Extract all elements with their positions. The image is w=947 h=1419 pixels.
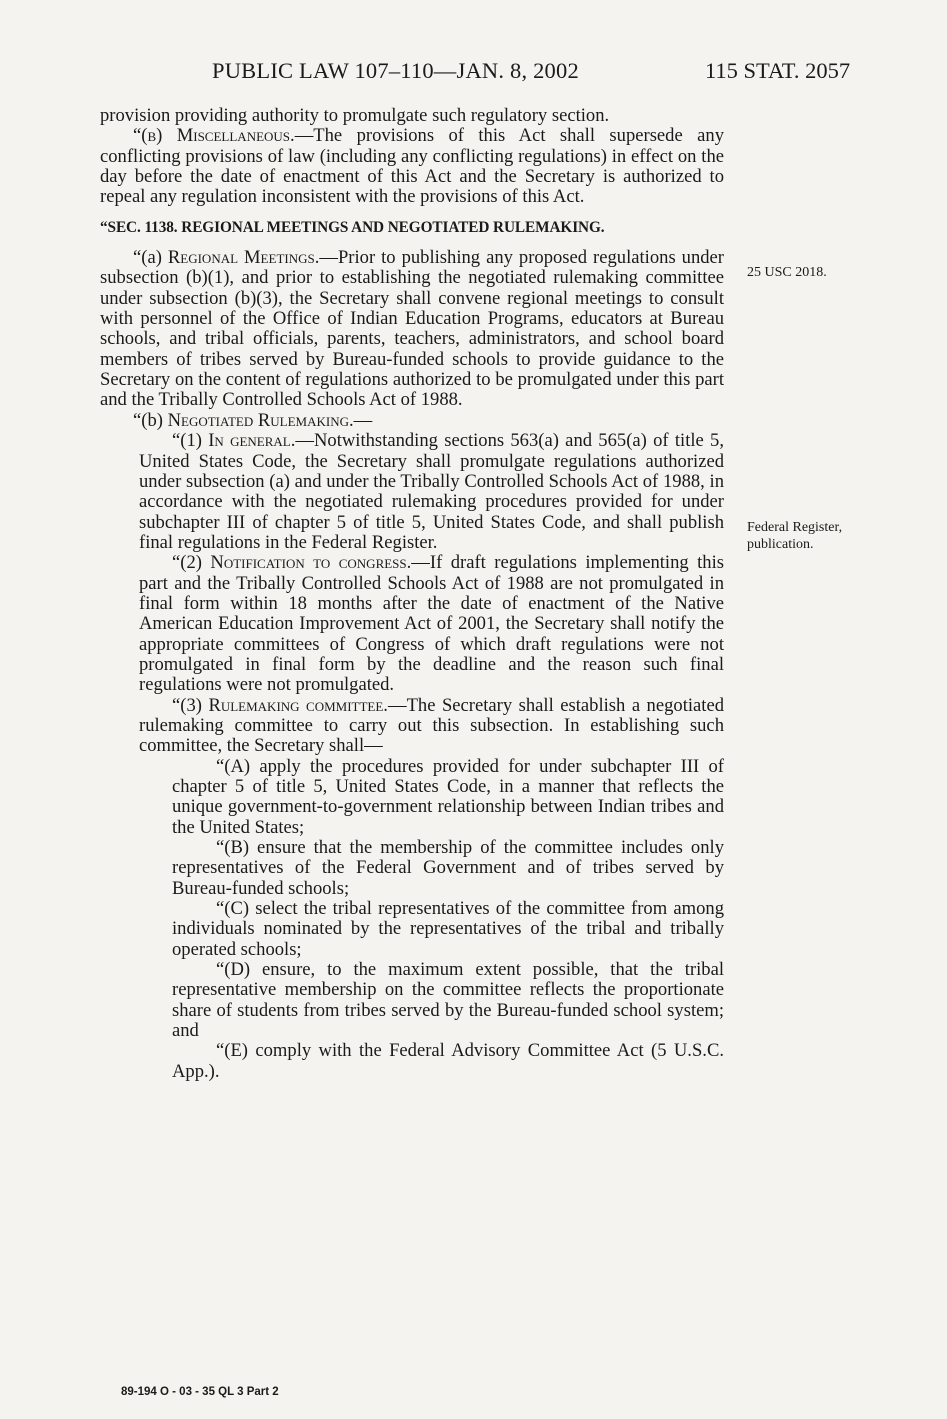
print-footer-code: 89-194 O - 03 - 35 QL 3 Part 2 [121, 1386, 279, 1398]
paragraph-continuation: provision providing authority to promulgate such regulatory section. [100, 105, 610, 126]
running-header-stat: 115 STAT. 2057 [705, 58, 851, 83]
paragraph-b1: “(1) In general.—Notwithstanding sections 563(a) and 565(a) of title 5, United States Code, the Secretary shall promulgate regulations authorized under subsection (a) and under the Tribally Controlled Schools Act of 1988, in accordance with the negotiated rulemaking procedures provided for under subchapter III of chapter 5 of title 5, United States Code, and shall publish final regulations in the Federal Register. [139, 430, 724, 553]
subsection-label: “(b) Miscellaneous. [133, 125, 295, 147]
paragraph-b-miscellaneous: “(b) Miscellaneous.—The provisions of this Act shall supersede any conflicting provisions of law (including any conflicting regulations) in effect on the day before the date of enactment of this Act and the Secretary is authorized to repeal any regulation inconsistent with the provisions of this Act. [100, 125, 724, 208]
section-heading: “SEC. 1138. REGIONAL MEETINGS AND NEGOTIATED RULEMAKING. [100, 218, 605, 236]
paragraph-b2: “(2) Notification to congress.—If draft regulations implementing this part and the Tribally Controlled Schools Act of 1988 are not promulgated in final form within 18 months after the date of enactment of the Native American Education Improvement Act of 2001, the Secretary shall notify the appropriate committees of Congress of which draft regulations were not promulgated in final form by the deadline and the reason such final regulations were not promulgated. [139, 552, 724, 696]
clause-d: “(D) ensure, to the maximum extent possible, that the tribal representative membership on the committee reflects the proportionate share of students from tribes served by the Bureau-funded school system; and [172, 959, 724, 1042]
paragraph-b3: “(3) Rulemaking committee.—The Secretary shall establish a negotiated rulemaking committee to carry out this subsection. In establishing such committee, the Secretary shall— [139, 694, 725, 757]
margin-note-usc: 25 USC 2018. [747, 265, 827, 280]
paragraph-label: Notification to congress. [210, 552, 412, 574]
paragraph-a-regional-meetings: “(a) Regional Meetings.—Prior to publishing any proposed regulations under subsection (b)(1), and prior to establishing the negotiated rulemaking committee under subsection (b)(3), the Secretary shall convene regional meetings to consult with personnel of the Office of Indian Education Programs, educators at Bureau schools, and tribal officials, parents, teachers, administrators, and school board members of tribes served by Bureau-funded schools to provide guidance to the Secretary on the content of regulations authorized to be promulgated under this part and the Tribally Controlled Schools Act of 1988. [100, 247, 724, 411]
body-text [100, 106, 724, 1082]
paragraph-b-negotiated-rulemaking: “(b) Negotiated Rulemaking.— [133, 409, 373, 431]
running-header-law: PUBLIC LAW 107–110—JAN. 8, 2002 [212, 58, 579, 83]
clause-a: “(A) apply the procedures provided for under subchapter III of chapter 5 of title 5, United States Code, in a manner that reflects the unique government-to-government relationship between Indian tribes and the United States; [172, 755, 724, 838]
paragraph-label: Rulemaking committee. [208, 694, 388, 716]
clause-b: “(B) ensure that the membership of the committee includes only representatives of the Federal Government and of tribes served by Bureau-funded schools; [172, 837, 724, 899]
clause-c: “(C) select the tribal representatives of the committee from among individuals nominated by the representatives of the tribal and tribally operated schools; [172, 898, 724, 960]
subsection-label: Negotiated Rulemaking. [167, 409, 354, 431]
subsection-label: Regional Meetings. [167, 247, 320, 269]
margin-note-federal-register: Federal Register, publication. [747, 520, 843, 552]
clause-e: “(E) comply with the Federal Advisory Committee Act (5 U.S.C. App.). [172, 1040, 724, 1082]
paragraph-label: In general. [208, 430, 296, 452]
